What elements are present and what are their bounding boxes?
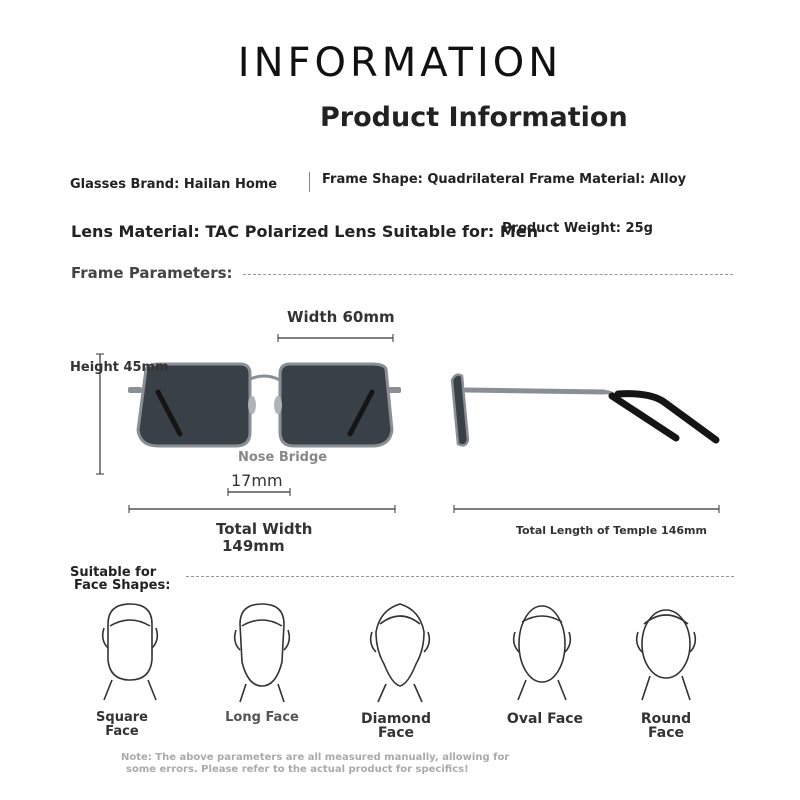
round-face-icon	[637, 610, 696, 700]
temple-length-label: Total Length of Temple 146mm	[516, 524, 707, 537]
total-width-value: 149mm	[222, 537, 285, 555]
nose-bridge-value: 17mm	[231, 471, 283, 490]
face-shapes-heading-1: Suitable for	[70, 565, 157, 580]
spec-brand: Glasses Brand: Hailan Home	[70, 177, 278, 192]
face-label-long: Long Face	[225, 710, 299, 725]
face-label-round: Round Face	[640, 711, 692, 741]
note-line-2: some errors. Please refer to the actual product for specifics!	[126, 764, 469, 775]
frame-parameters-heading: Frame Parameters:	[71, 264, 233, 282]
long-face-icon	[235, 604, 290, 702]
oval-face-icon	[514, 606, 571, 700]
spec-weight: Product Weight: 25g	[502, 221, 653, 236]
width-label: Width 60mm	[287, 308, 395, 326]
spec-lens-suitable: Lens Material: TAC Polarized Lens Suitable for: Men	[71, 222, 539, 241]
total-width-label: Total Width	[216, 520, 313, 538]
page-title: INFORMATION	[237, 40, 563, 86]
height-label: Height 45mm	[70, 360, 169, 375]
face-label-diamond: Diamond Face	[360, 711, 432, 741]
note-line-1: Note: The above parameters are all measured manually, allowing for	[121, 752, 510, 763]
page-subtitle: Product Information	[320, 102, 628, 133]
square-face-icon	[103, 604, 158, 700]
face-shapes-heading-2: Face Shapes:	[74, 578, 171, 593]
face-label-square: Square Face	[96, 710, 148, 739]
face-label-oval: Oval Face	[506, 711, 584, 727]
diamond-face-icon	[371, 604, 430, 702]
nose-bridge-label: Nose Bridge	[238, 450, 328, 465]
spec-shape-material: Frame Shape: Quadrilateral Frame Material: Alloy	[322, 172, 687, 187]
